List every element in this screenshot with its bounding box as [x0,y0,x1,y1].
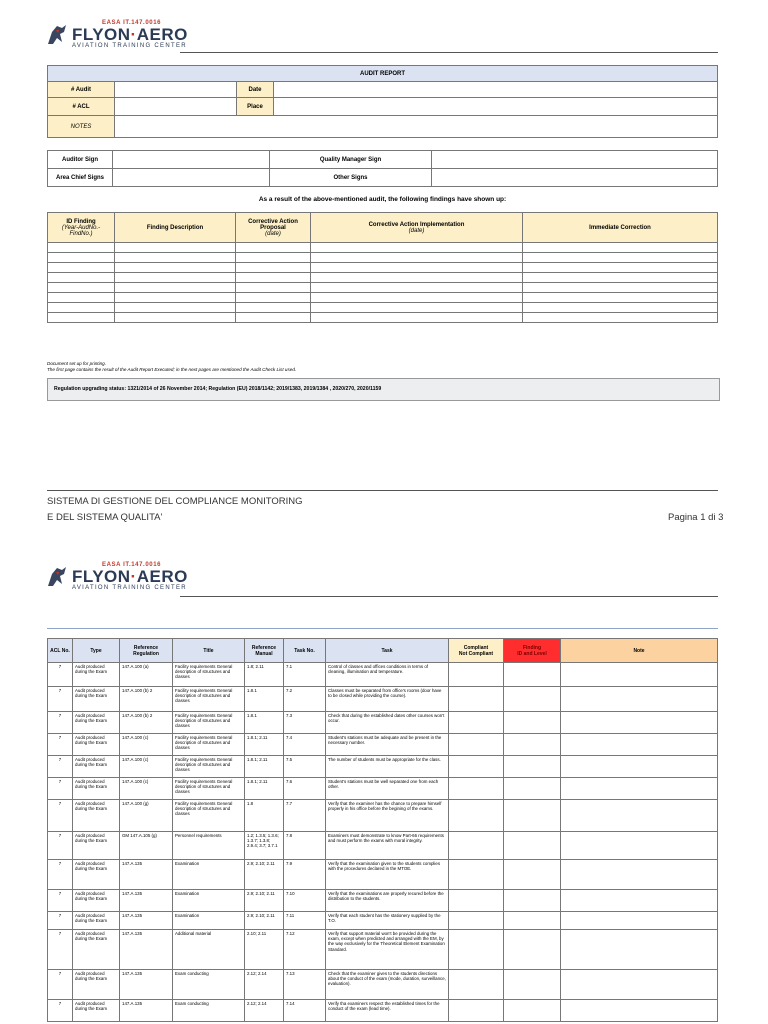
other-signs-field[interactable] [432,169,718,187]
ref-man-cell: 2.10; 2.11 [245,930,284,970]
task-no-cell: 7.11 [284,912,326,930]
compliance-cell[interactable] [449,734,504,756]
ref-reg-cell: 147.A.135 [120,970,173,1000]
signatures-table [47,150,718,187]
acl-no-cell: 7 [48,890,73,912]
acl-row [48,687,718,712]
title-cell: Facility requirements General description of structures and classes [173,687,245,712]
finding-cell[interactable] [504,734,561,756]
task-cell: Classes must be separated from office's rooms (door have to be closed while providing the course). [326,687,449,712]
finding-cell[interactable] [504,930,561,970]
acl-row [48,890,718,912]
area-chief-sign-field[interactable] [113,169,270,187]
blue-rule [47,628,718,629]
compliance-cell[interactable] [449,687,504,712]
task-cell: Control of classes and offices conditions in terms of cleaning, illumination and temperature. [326,663,449,687]
compliance-cell[interactable] [449,890,504,912]
task-no-cell: 7.13 [284,970,326,1000]
compliance-cell[interactable] [449,912,504,930]
area-chief-sign-label: Area Chief Signs [48,169,113,187]
acl-no-cell: 7 [48,832,73,860]
title-cell: Personnel requirements [173,832,245,860]
acl-row [48,800,718,832]
ref-man-cell: 1.8.1 [245,712,284,734]
task-cell: Verify that support material won't be provided during the exam, except when predicted and arranged with the EM, by the way exclusively for the Theoretical Element Examination Standard. [326,930,449,970]
title-cell: Facility requirements General description of structures and classes [173,756,245,778]
griffin-logo-icon [44,564,70,590]
company-logo-2 [44,562,188,591]
griffin-logo-icon [44,22,70,48]
ref-reg-cell: 147.A.100 (b) 2 [120,712,173,734]
type-cell: Audit produced during the Exam [73,734,120,756]
easa-approval: EASA IT.147.0016 [102,20,162,26]
quality-manager-sign-field[interactable] [432,151,718,169]
place-label: Place [237,98,274,116]
ref-reg-cell: 147.A.100 (a) [120,663,173,687]
finding-cell[interactable] [504,663,561,687]
acl-no-cell: 7 [48,663,73,687]
page-number: Pagina 1 di 3 [668,512,724,523]
ref-reg-cell: 147.A.135 [120,860,173,890]
finding-row[interactable] [48,243,718,253]
note-cell[interactable] [561,756,718,778]
acl-no-cell: 7 [48,778,73,800]
findings-table [47,212,718,323]
task-cell: Verify tha examiners respect the established times for the conduct of the exam (lead time). [326,1000,449,1022]
task-no-cell: 7.5 [284,756,326,778]
ref-reg-cell: 147.A.100 (c) [120,778,173,800]
task-no-cell: 7.12 [284,930,326,970]
acl-row [48,930,718,970]
note-cell[interactable] [561,912,718,930]
task-cell: Student's stations must be adequate and be present in the necessary number. [326,734,449,756]
ref-man-cell: 2.9; 2.10; 2.11 [245,890,284,912]
compliance-cell[interactable] [449,663,504,687]
finding-row[interactable] [48,263,718,273]
ref-man-cell: 2.9; 2.10; 2.11 [245,912,284,930]
note-cell[interactable] [561,778,718,800]
finding-cell[interactable] [504,756,561,778]
title-cell: Facility requirements General description of structures and classes [173,778,245,800]
title-cell: Exam conducting [173,1000,245,1022]
acl-no-cell: 7 [48,970,73,1000]
note-header: Note [561,639,718,663]
ref-reg-cell: 147.A.135 [120,912,173,930]
place-field[interactable] [274,98,718,116]
ref-man-cell: 1.8.1 [245,687,284,712]
acl-no-cell: 7 [48,930,73,970]
note-cell[interactable] [561,800,718,832]
finding-cell[interactable] [504,860,561,890]
notes-field[interactable] [115,116,718,138]
finding-cell[interactable] [504,712,561,734]
task-cell: Student's stations must be well separated one from each other. [326,778,449,800]
date-label: Date [237,82,274,98]
finding-row[interactable] [48,283,718,293]
auditor-sign-label: Auditor Sign [48,151,113,169]
task-no-cell: 7.14 [284,1000,326,1022]
footer-rule [47,490,718,491]
ref-man-cell: 1.8.1; 2.11 [245,756,284,778]
title-header: Title [173,639,245,663]
finding-cell[interactable] [504,778,561,800]
acl-row [48,912,718,930]
ref-reg-cell: 147.A.135 [120,1000,173,1022]
task-no-cell: 7.8 [284,832,326,860]
acl-row [48,663,718,687]
finding-row[interactable] [48,293,718,303]
type-cell: Audit produced during the Exam [73,832,120,860]
task-no-cell: 7.9 [284,860,326,890]
audit-number-label: # Audit [48,82,115,98]
finding-cell[interactable] [504,912,561,930]
ref-man-cell: 1.8.1; 2.11 [245,734,284,756]
note-cell[interactable] [561,930,718,970]
acl-row [48,1000,718,1022]
note-cell[interactable] [561,860,718,890]
finding-cell[interactable] [504,800,561,832]
task-cell: Verify that the examination given to the students complies with the procedures declared in the MTOE. [326,860,449,890]
type-cell: Audit produced during the Exam [73,756,120,778]
finding-row[interactable] [48,253,718,263]
cap-header: Corrective Action Proposal (date) [236,213,311,243]
acl-table [47,638,718,1022]
footer-line1: SISTEMA DI GESTIONE DEL COMPLIANCE MONITORING [47,496,303,507]
ref-man-cell: 1.2; 1.3.5; 1.3.6; 1.3.7; 1.3.8; 2.9.4; 3.7; 3.7.1 [245,832,284,860]
task-cell: Verify that the examiner has the chance to prepare himself properly in his office before the begining of the exams. [326,800,449,832]
acl-number-field[interactable] [115,98,237,116]
finding-cell[interactable] [504,832,561,860]
company-logo [44,20,188,49]
task-cell: Check that during the established dates other courses won't occur. [326,712,449,734]
ref-man-cell: 1.8; 2.11 [245,663,284,687]
title-cell: Facility requirements General description of structures and classes [173,800,245,832]
type-cell: Audit produced during the Exam [73,970,120,1000]
print-notes: Document set up for printing. The first page contains the result of the Audit Report Executed; in the next pages are mentioned the Audit Check List used. [47,361,297,372]
title-cell: Examination [173,860,245,890]
task-cell: Check that the examiner gives to the students directions about the conduct of the exam (mode, duration, surveillance, evaluation). [326,970,449,1000]
type-cell: Audit produced during the Exam [73,912,120,930]
immediate-correction-header: Immediate Correction [523,213,718,243]
acl-no-cell: 7 [48,1000,73,1022]
note-cell[interactable] [561,1000,718,1022]
type-cell: Audit produced during the Exam [73,712,120,734]
other-signs-label: Other Signs [270,169,432,187]
date-field[interactable] [274,82,718,98]
ref-man-cell: 1.8.1; 2.11 [245,778,284,800]
brand-subtitle: AVIATION TRAINING CENTER [72,43,187,49]
finding-row[interactable] [48,313,718,323]
compliance-cell[interactable] [449,970,504,1000]
acl-row [48,756,718,778]
type-cell: Audit produced during the Exam [73,800,120,832]
regulation-status: Regulation upgrading status: 1321/2014 of 26 November 2014; Regulation (EU) 2018/1142; 2019/1383, 2019/1384 , 2020/270, 2020/1159 [47,378,720,401]
acl-row [48,832,718,860]
note-cell[interactable] [561,687,718,712]
quality-manager-sign-label: Quality Manager Sign [270,151,432,169]
type-header: Type [73,639,120,663]
cai-header: Corrective Action Implementation (date) [311,213,523,243]
ref-reg-cell: 147.A.100 (c) [120,756,173,778]
ref-reg-cell: 147.A.135 [120,930,173,970]
ref-man-cell: 1.8 [245,800,284,832]
compliance-cell[interactable] [449,712,504,734]
ref-reg-header: Reference Regulation [120,639,173,663]
ref-man-cell: 2.9; 2.10; 2.11 [245,860,284,890]
acl-no-cell: 7 [48,734,73,756]
audit-report-table [47,65,718,138]
type-cell: Audit produced during the Exam [73,687,120,712]
acl-row [48,734,718,756]
finding-cell[interactable] [504,1000,561,1022]
footer-line2: E DEL SISTEMA QUALITA' [47,512,163,523]
note-cell[interactable] [561,970,718,1000]
finding-row[interactable] [48,303,718,313]
finding-header: Finding ID and Level [504,639,561,663]
ref-reg-cell: 147.A.135 [120,890,173,912]
compliance-cell[interactable] [449,800,504,832]
task-cell: Examiners must demonstrate to know Part-66 requirements and must perform the exams with moral integrity. [326,832,449,860]
type-cell: Audit produced during the Exam [73,930,120,970]
finding-cell[interactable] [504,687,561,712]
header-rule-2 [180,596,718,597]
task-no-cell: 7.7 [284,800,326,832]
note-cell[interactable] [561,734,718,756]
compliance-cell[interactable] [449,860,504,890]
ref-reg-cell: 147.A.100 (c) [120,734,173,756]
task-cell: The number of students must be appropriate for the class. [326,756,449,778]
title-cell: Facility requirements General description of structures and classes [173,712,245,734]
compliance-cell[interactable] [449,930,504,970]
notes-label: NOTES [48,116,115,138]
brand-name: FLYON·AERO [72,25,188,44]
header-rule [180,52,718,53]
title-cell: Additional material [173,930,245,970]
title-cell: Examination [173,890,245,912]
acl-number-label: # ACL [48,98,115,116]
type-cell: Audit produced during the Exam [73,890,120,912]
compliance-cell[interactable] [449,756,504,778]
brand-subtitle: AVIATION TRAINING CENTER [72,585,187,591]
finding-id-header: ID Finding (Year-AudNo.-FindNo.) [48,213,115,243]
acl-no-header: ACL No. [48,639,73,663]
acl-no-cell: 7 [48,860,73,890]
ref-man-header: Reference Manual [245,639,284,663]
acl-no-cell: 7 [48,756,73,778]
task-no-cell: 7.1 [284,663,326,687]
type-cell: Audit produced during the Exam [73,1000,120,1022]
note-cell[interactable] [561,663,718,687]
title-cell: Facility requirements General description of structures and classes [173,663,245,687]
type-cell: Audit produced during the Exam [73,860,120,890]
title-cell: Facility requirements General description of structures and classes [173,734,245,756]
task-no-cell: 7.10 [284,890,326,912]
acl-no-cell: 7 [48,912,73,930]
task-cell: Verify that the examinations are properly recured before the distribution to the students. [326,890,449,912]
acl-no-cell: 7 [48,712,73,734]
note-cell[interactable] [561,712,718,734]
ref-reg-cell: 147.A.100 (g) [120,800,173,832]
ref-man-cell: 2.12; 2.14 [245,1000,284,1022]
compliance-cell[interactable] [449,832,504,860]
ref-reg-cell: 147.A.100 (b) 2 [120,687,173,712]
note-cell[interactable] [561,890,718,912]
finding-cell[interactable] [504,970,561,1000]
auditor-sign-field[interactable] [113,151,270,169]
ref-man-cell: 2.12; 2.14 [245,970,284,1000]
task-header: Task [326,639,449,663]
task-cell: Verify that each student has the stationery supplied by the T.O. [326,912,449,930]
task-no-header: Task No. [284,639,326,663]
finding-desc-header: Finding Description [115,213,236,243]
acl-no-cell: 7 [48,687,73,712]
finding-cell[interactable] [504,890,561,912]
title-cell: Exam conducting [173,970,245,1000]
compliance-cell[interactable] [449,778,504,800]
ref-reg-cell: GM 147.A.105 (g) [120,832,173,860]
title-cell: Examination [173,912,245,930]
type-cell: Audit produced during the Exam [73,778,120,800]
easa-approval: EASA IT.147.0016 [102,562,162,568]
acl-row [48,778,718,800]
task-no-cell: 7.3 [284,712,326,734]
audit-report-title: AUDIT REPORT [48,66,718,82]
acl-row [48,860,718,890]
task-no-cell: 7.4 [284,734,326,756]
brand-name: FLYON·AERO [72,567,188,586]
finding-row[interactable] [48,273,718,283]
type-cell: Audit produced during the Exam [73,663,120,687]
compliance-cell[interactable] [449,1000,504,1022]
acl-no-cell: 7 [48,800,73,832]
compliance-header: Compliant Not Compliant [449,639,504,663]
task-no-cell: 7.2 [284,687,326,712]
audit-number-field[interactable] [115,82,237,98]
note-cell[interactable] [561,832,718,860]
task-no-cell: 7.6 [284,778,326,800]
findings-intro: As a result of the above-mentioned audit, the following findings have shown up: [258,196,507,203]
acl-row [48,712,718,734]
acl-row [48,970,718,1000]
